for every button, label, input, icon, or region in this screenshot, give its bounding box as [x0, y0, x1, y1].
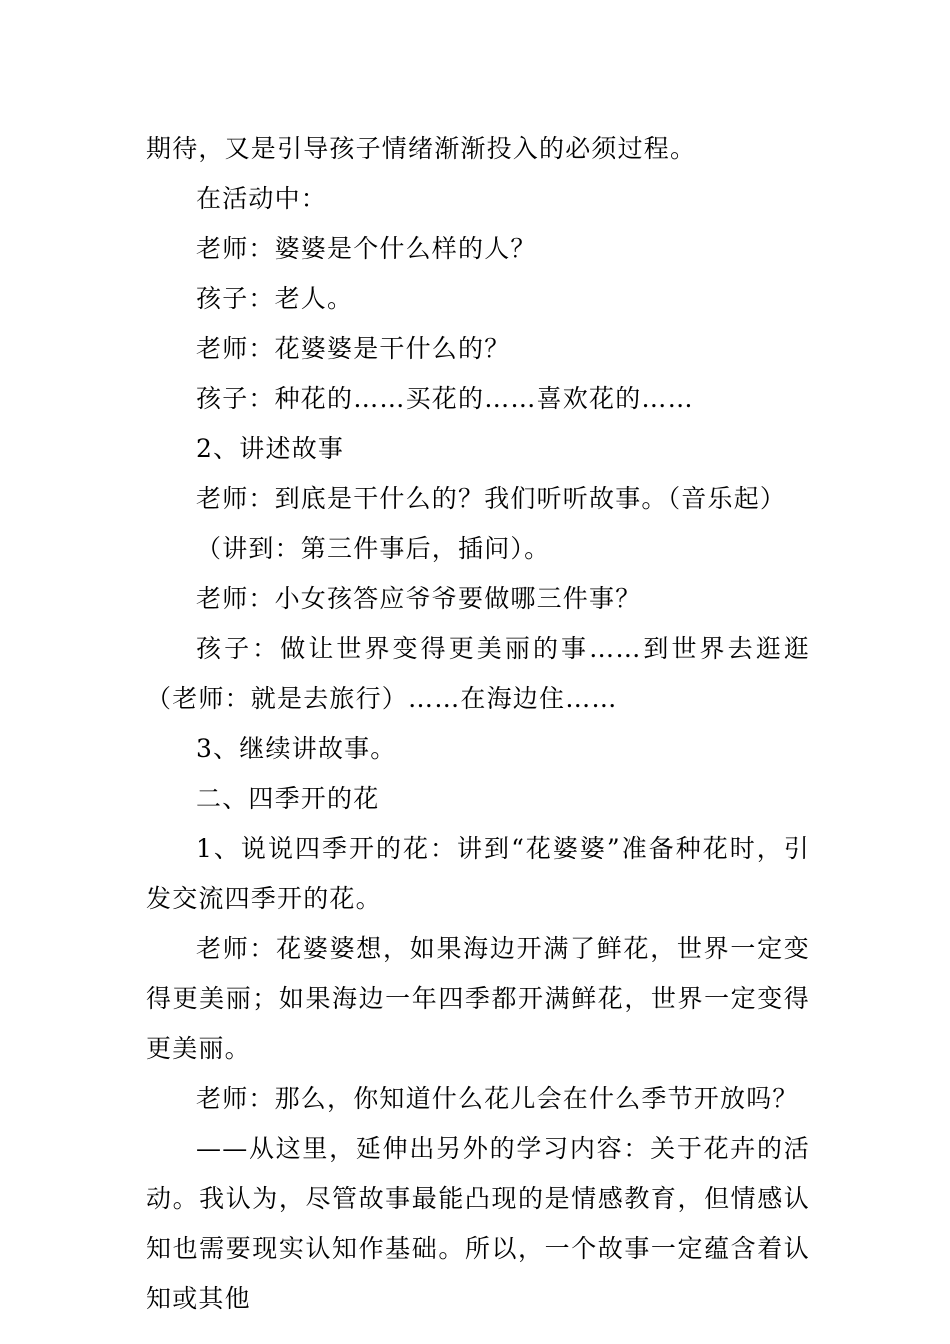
paragraph-activity-intro: 在活动中：	[196, 184, 328, 213]
paragraph-teacher-statement: 老师：花婆婆想，如果海边开满了鲜花，世界一定变得更美丽；如果海边一年四季都开满鲜花，世界一定变得更美丽。	[146, 934, 810, 1063]
paragraph-reflection: ——从这里，延伸出另外的学习内容：关于花卉的活动。我认为，尽管故事最能凸现的是情感教育，但情感认知也需要现实认知作基础。所以，一个故事一定蕴含着认知或其他	[146, 1134, 810, 1313]
document-body	[146, 124, 810, 1324]
paragraph-teacher-question-3: 老师：到底是干什么的？我们听听故事。（音乐起）	[196, 484, 787, 513]
section-heading-continue-story: 3、继续讲故事。	[196, 734, 397, 763]
paragraph-teacher-question-1: 老师：婆婆是个什么样的人？	[196, 234, 537, 263]
paragraph-teacher-question-2: 老师：花婆婆是干什么的？	[196, 334, 511, 363]
paragraph-teacher-question-4: 老师：小女孩答应爷爷要做哪三件事？	[196, 584, 642, 613]
paragraph-stage-note: （讲到：第三件事后，插问）。	[196, 534, 551, 563]
paragraph-continuation: 期待，又是引导孩子情绪渐渐投入的必须过程。	[146, 134, 697, 163]
paragraph-teacher-question-5: 老师：那么，你知道什么花儿会在什么季节开放吗？	[196, 1084, 799, 1113]
paragraph-child-answer-2: 孩子：种花的……买花的……喜欢花的……	[196, 384, 694, 413]
paragraph-child-answer-3: 孩子：做让世界变得更美丽的事……到世界去逛逛（老师：就是去旅行）……在海边住……	[146, 634, 810, 713]
paragraph-seasons-discussion: 1、说说四季开的花：讲到“花婆婆”准备种花时，引发交流四季开的花。	[146, 834, 810, 913]
paragraph-child-answer-1: 孩子：老人。	[196, 284, 354, 313]
section-heading-four-seasons: 二、四季开的花	[196, 784, 380, 813]
section-heading-tell-story: 2、讲述故事	[196, 434, 345, 463]
